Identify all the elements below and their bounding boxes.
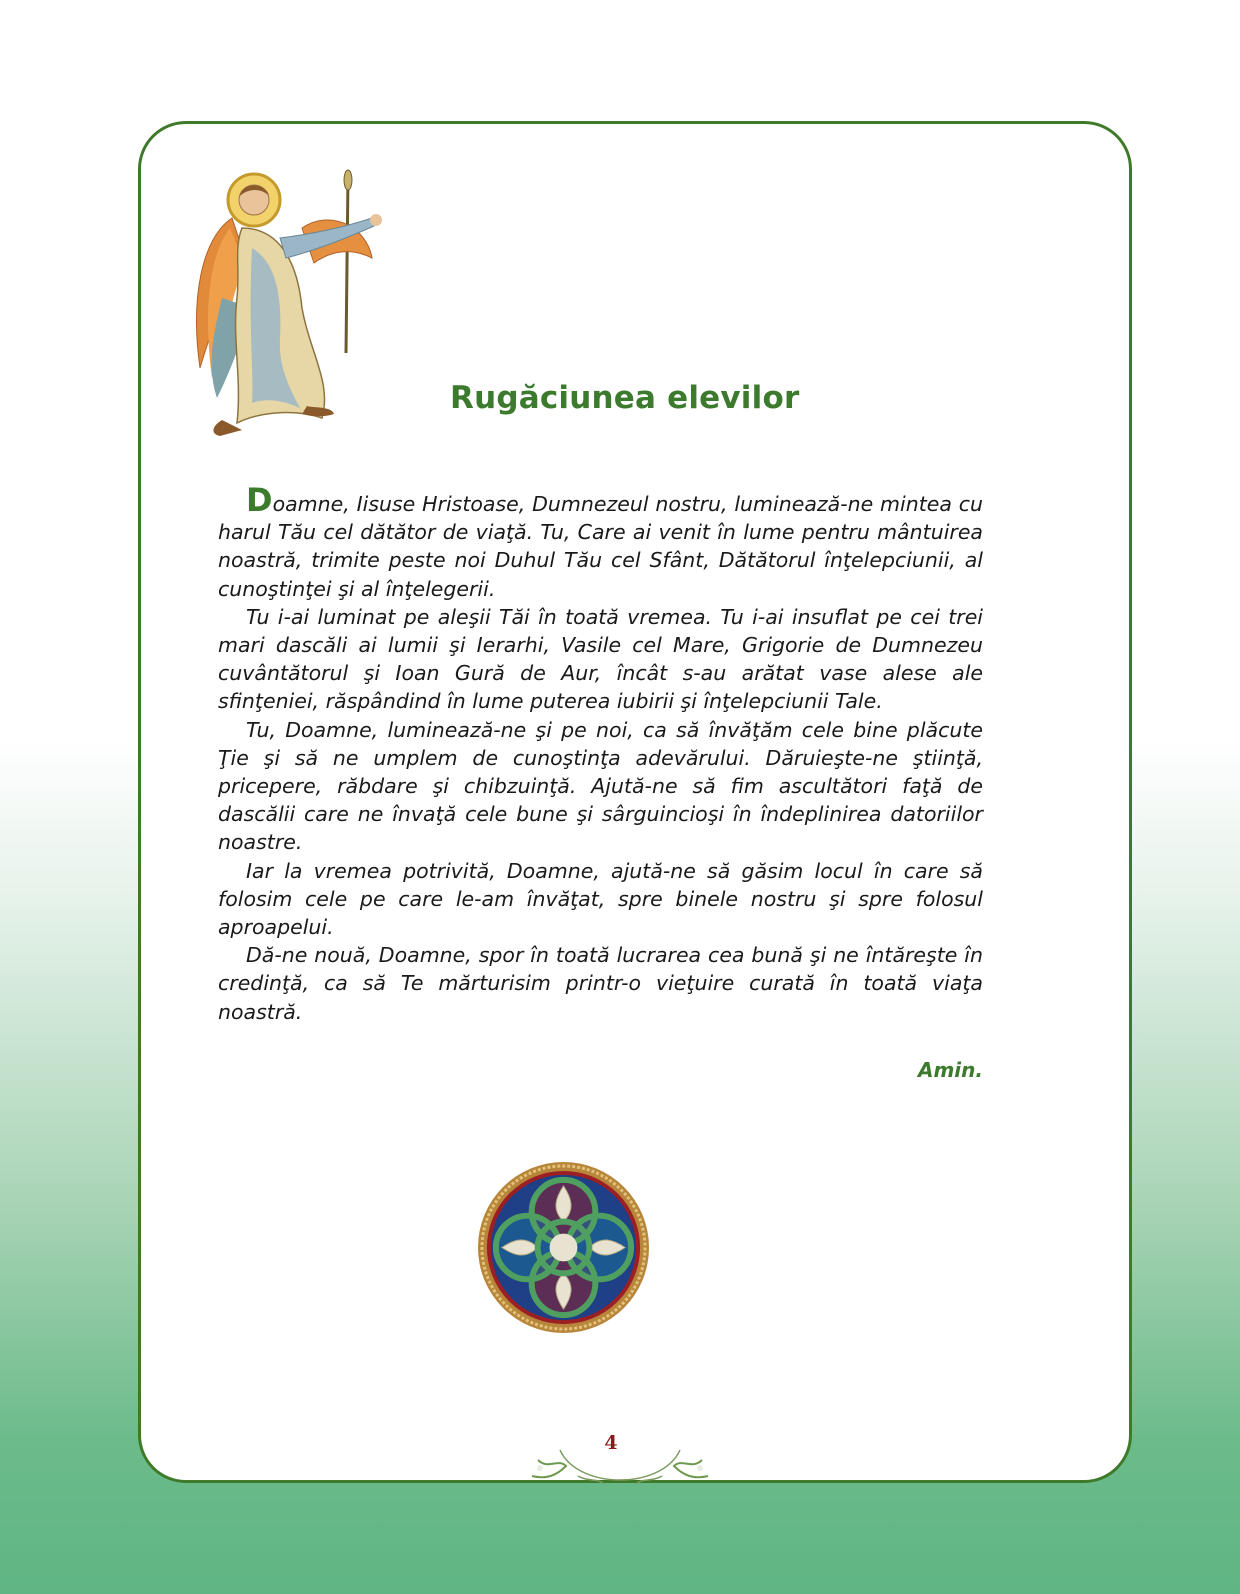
prayer-paragraph-2: Tu i-ai luminat pe aleşii Tăi în toată vremea. Tu i-ai insuflat pe cei trei mari dascăli ai lumii şi Ierarhi, Vasile cel Mare, Grigorie de Dumnezeu cuvântătorul şi Ioan Gură de Aur, încât s-au arătat vase alese ale sfinţeniei, răspândind în lume puterea iubirii şi înţelepciunii Tale. bbox=[218, 604, 983, 714]
prayer-text bbox=[218, 481, 983, 1026]
prayer-paragraph-1 bbox=[218, 481, 983, 603]
prayer-paragraph-4: Iar la vremea potrivită, Doamne, ajută-ne să găsim locul în care să folosim cele pe care le-am învăţat, spre binele nostru şi spre folosul aproapelui. bbox=[218, 858, 983, 940]
prayer-paragraph-5: Dă-ne nouă, Doamne, spor în toată lucrarea cea bună şi ne întăreşte în credinţă, ca să Te mărturisim printr-o vieţuire curată în toată viaţa noastră. bbox=[218, 943, 983, 1024]
prayer-paragraph-3: Tu, Doamne, luminează-ne şi pe noi, ca să învăţăm cele bine plăcute Ţie şi să ne umplem de cunoştinţa adevărului. Dăruieşte-ne ştiinţă, pricepere, răbdare şi chibzuinţă. Ajută-ne să fim ascultători faţă de dascălii care ne învaţă cele bune şi sârguincioşi în îndeplinirea datoriilor noastre. bbox=[218, 717, 983, 855]
drop-cap: D bbox=[246, 481, 273, 519]
closing-amen: Amin. bbox=[917, 1058, 983, 1082]
paragraph-text: oamne, Iisuse Hristoase, Dumnezeul nostru, luminează-ne mintea cu harul Tău cel dătător de viaţă. Tu, Care ai venit în lume pentru mântuirea noastră, trimite peste noi Duhul Tău cel Sfânt, Dătătorul înţelepciunii, al cunoştinţei şi al înţelegerii. bbox=[218, 492, 983, 601]
page-title: Rugăciunea elevilor bbox=[450, 380, 800, 416]
angel-icon bbox=[182, 168, 396, 440]
page-number: 4 bbox=[604, 1432, 618, 1454]
stained-glass-medallion bbox=[476, 1160, 651, 1335]
